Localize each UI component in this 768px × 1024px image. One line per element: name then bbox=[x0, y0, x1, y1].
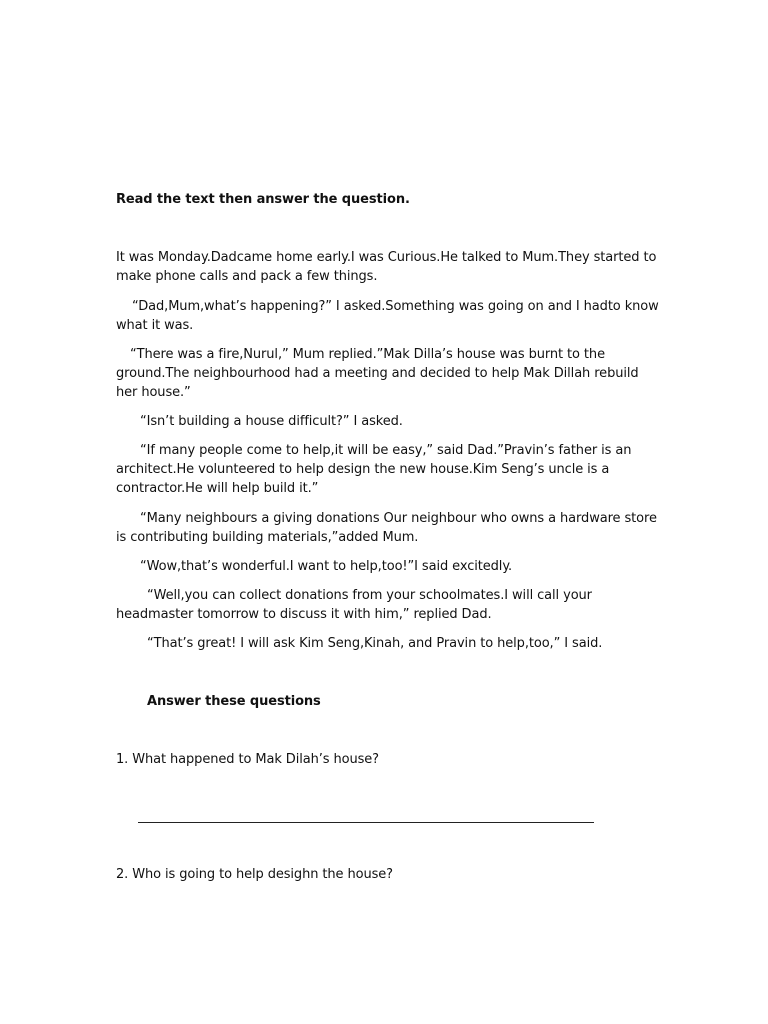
question-1: 1. What happened to Mak Dilah’s house? bbox=[116, 752, 379, 767]
question-2: 2. Who is going to help desighn the house? bbox=[116, 867, 393, 882]
story-line: is contributing building materials,”added Mum. bbox=[116, 530, 419, 545]
instruction-heading: Read the text then answer the question. bbox=[116, 192, 410, 207]
story-line: “Dad,Mum,what’s happening?” I asked.Something was going on and I hadto know bbox=[132, 299, 659, 314]
story-line: “There was a fire,Nurul,” Mum replied.”Mak Dilla’s house was burnt to the bbox=[130, 347, 605, 362]
story-line: ground.The neighbourhood had a meeting and decided to help Mak Dillah rebuild bbox=[116, 366, 639, 381]
story-line: “Wow,that’s wonderful.I want to help,too!”I said excitedly. bbox=[140, 559, 513, 574]
answer-line[interactable] bbox=[138, 822, 594, 823]
story-line: “Well,you can collect donations from your schoolmates.I will call your bbox=[147, 588, 592, 603]
story-line: make phone calls and pack a few things. bbox=[116, 269, 378, 284]
story-line: contractor.He will help build it.” bbox=[116, 481, 319, 496]
story-line: “That’s great! I will ask Kim Seng,Kinah, and Pravin to help,too,” I said. bbox=[147, 636, 603, 651]
story-line: what it was. bbox=[116, 318, 194, 333]
questions-heading: Answer these questions bbox=[147, 694, 321, 709]
story-line: architect.He volunteered to help design the new house.Kim Seng’s uncle is a bbox=[116, 462, 610, 477]
story-line: It was Monday.Dadcame home early.I was Curious.He talked to Mum.They started to bbox=[116, 250, 657, 265]
story-line: headmaster tomorrow to discuss it with him,” replied Dad. bbox=[116, 607, 492, 622]
story-line: her house.” bbox=[116, 385, 191, 400]
story-line: “If many people come to help,it will be easy,” said Dad.”Pravin’s father is an bbox=[140, 443, 632, 458]
story-line: “Many neighbours a giving donations Our neighbour who owns a hardware store bbox=[140, 511, 657, 526]
story-line: “Isn’t building a house difficult?” I asked. bbox=[140, 414, 403, 429]
